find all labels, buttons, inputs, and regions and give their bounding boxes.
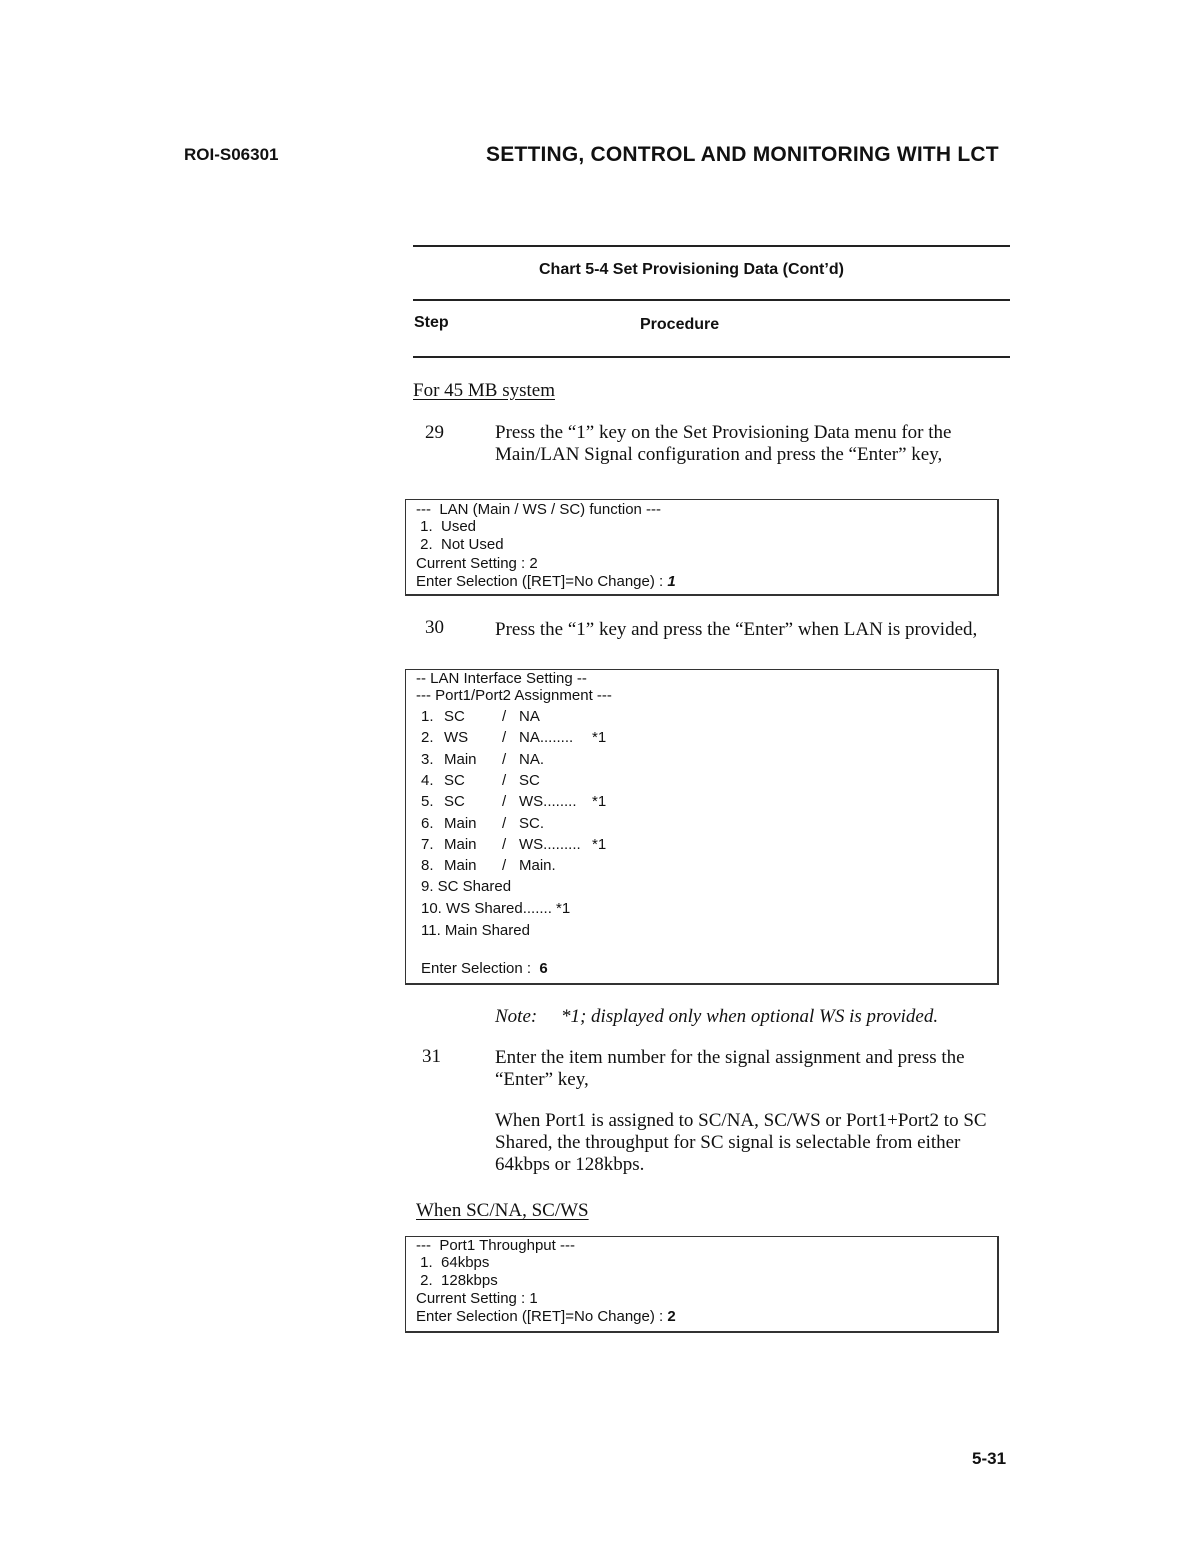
- separator: /: [502, 729, 507, 746]
- page-title: SETTING, CONTROL AND MONITORING WITH LCT: [486, 143, 999, 166]
- selection-prompt: [421, 960, 548, 977]
- column-header-step: Step: [414, 314, 449, 331]
- step-29-text: [495, 422, 1010, 466]
- section-heading: For 45 MB system: [413, 380, 555, 401]
- step-number-30: 30: [425, 617, 444, 638]
- step-29-line-2: Main/LAN Signal configuration and press the “Enter” key,: [495, 444, 943, 465]
- option-ws-shared: 10. WS Shared....... *1: [421, 900, 571, 917]
- entered-value: 6: [539, 960, 548, 977]
- step-number-29: 29: [425, 422, 444, 443]
- port1-value: SC: [444, 772, 465, 789]
- terminal-header-2: --- Port1/Port2 Assignment ---: [416, 687, 612, 704]
- step-31-extra-line-2: Shared, the throughput for SC signal is selectable from either: [495, 1132, 961, 1153]
- current-setting: Current Setting : 1: [416, 1290, 538, 1307]
- separator: /: [502, 751, 507, 768]
- step-30-text: Press the “1” key and press the “Enter” when LAN is provided,: [495, 619, 978, 640]
- separator: /: [502, 836, 507, 853]
- option-number: 8.: [421, 857, 434, 874]
- column-header-procedure: Procedure: [640, 316, 720, 333]
- subheading: When SC/NA, SC/WS: [416, 1200, 589, 1221]
- option-number: 6.: [421, 815, 434, 832]
- option-number: 7.: [421, 836, 434, 853]
- option-number: 3.: [421, 751, 434, 768]
- chart-title: Chart 5-4 Set Provisioning Data (Cont’d): [539, 261, 844, 278]
- separator: /: [502, 815, 507, 832]
- port2-value: Main.: [519, 857, 556, 874]
- terminal-header: --- LAN (Main / WS / SC) function ---: [416, 501, 662, 518]
- option-main-shared: 11. Main Shared: [421, 922, 530, 939]
- step-31-line-2: “Enter” key,: [495, 1069, 589, 1090]
- header-rule: [413, 299, 1010, 301]
- current-setting: Current Setting : 2: [416, 555, 538, 572]
- port1-value: Main: [444, 815, 477, 832]
- prompt-text: Enter Selection ([RET]=No Change) :: [416, 573, 668, 590]
- document-id: ROI-S06301: [184, 145, 279, 164]
- option-number: 4.: [421, 772, 434, 789]
- separator: /: [502, 708, 507, 725]
- footnote-marker: *1: [592, 729, 607, 746]
- port2-value: NA: [519, 708, 540, 725]
- terminal-port1-throughput: [405, 1236, 999, 1333]
- separator: /: [502, 793, 507, 810]
- option-128kbps: 2. 128kbps: [416, 1272, 498, 1289]
- entered-value: 2: [667, 1308, 676, 1325]
- port1-value: WS: [444, 729, 469, 746]
- option-number: 2.: [421, 729, 434, 746]
- entered-value: 1: [667, 573, 676, 590]
- top-rule: [413, 245, 1010, 247]
- step-31-extra-text: [495, 1110, 1010, 1176]
- option-not-used: 2. Not Used: [416, 536, 504, 553]
- footnote-marker: *1: [592, 793, 607, 810]
- port2-value: WS........: [519, 793, 577, 810]
- option-number: 5.: [421, 793, 434, 810]
- option-sc-shared: 9. SC Shared: [421, 878, 512, 895]
- separator: /: [502, 857, 507, 874]
- port2-value: SC.: [519, 815, 545, 832]
- selection-prompt: [416, 1308, 676, 1325]
- step-29-line-1: Press the “1” key on the Set Provisioning Data menu for the: [495, 422, 952, 443]
- page-number: 5-31: [972, 1449, 1007, 1468]
- separator: /: [502, 772, 507, 789]
- port2-value: NA.: [519, 751, 545, 768]
- port2-value: NA........: [519, 729, 574, 746]
- footnote-marker: *1: [592, 836, 607, 853]
- option-64kbps: 1. 64kbps: [416, 1254, 490, 1271]
- prompt-text: Enter Selection :: [421, 960, 540, 977]
- step-31-extra-line-3: 64kbps or 128kbps.: [495, 1154, 645, 1175]
- terminal-header: --- Port1 Throughput ---: [416, 1237, 575, 1254]
- prompt-text: Enter Selection ([RET]=No Change) :: [416, 1308, 668, 1325]
- option-used: 1. Used: [416, 518, 477, 535]
- port1-value: SC: [444, 708, 465, 725]
- step-31-line-1: Enter the item number for the signal assignment and press the: [495, 1047, 965, 1068]
- port2-value: SC: [519, 772, 540, 789]
- terminal-lan-function: [405, 499, 999, 596]
- port1-value: Main: [444, 857, 477, 874]
- note: Note: *1; displayed only when optional WS is provided.: [495, 1006, 939, 1027]
- port1-value: Main: [444, 836, 477, 853]
- port1-value: Main: [444, 751, 477, 768]
- step-31-text: [495, 1047, 1010, 1091]
- port1-value: SC: [444, 793, 465, 810]
- selection-prompt: [416, 573, 676, 590]
- port2-value: WS.........: [519, 836, 581, 853]
- header-bottom-rule: [413, 356, 1010, 358]
- step-number-31: 31: [422, 1046, 441, 1067]
- step-31-extra-line-1: When Port1 is assigned to SC/NA, SC/WS or Port1+Port2 to SC: [495, 1110, 987, 1131]
- terminal-lan-interface: [405, 669, 999, 985]
- option-number: 1.: [421, 708, 434, 725]
- terminal-header-1: -- LAN Interface Setting --: [416, 670, 587, 687]
